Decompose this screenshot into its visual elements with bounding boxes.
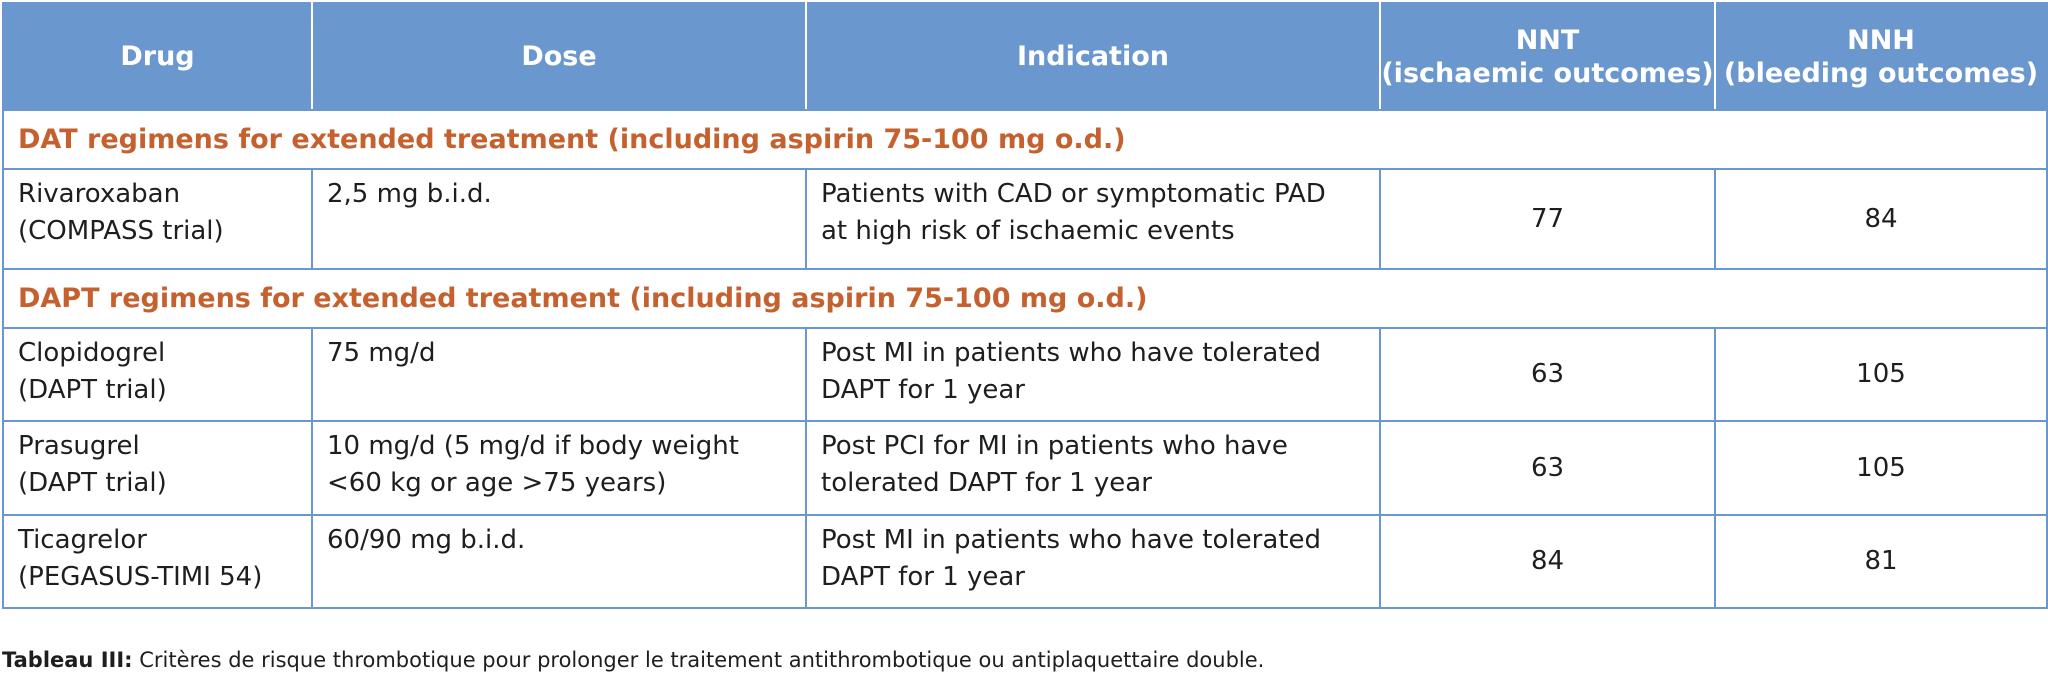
section-title-dapt: DAPT regimens for extended treatment (including aspirin 75-100 mg o.d.) (3, 269, 2047, 328)
section-row-dat (3, 110, 2047, 169)
dose-line: 2,5 mg b.i.d. (327, 179, 492, 210)
indication-line: DAPT for 1 year (821, 375, 1026, 406)
header-nnt-title: NNT (1515, 24, 1580, 56)
table-row (3, 328, 2047, 421)
drug-trial: (DAPT trial) (18, 468, 167, 499)
header-nnh-title: NNH (1847, 24, 1915, 56)
indication-line: tolerated DAPT for 1 year (821, 468, 1152, 499)
nnt-cell: 63 (1380, 421, 1715, 514)
drug-name: Prasugrel (18, 431, 140, 462)
nnh-cell: 105 (1715, 328, 2047, 421)
dose-line: 60/90 mg b.i.d. (327, 524, 526, 555)
header-dose: Dose (312, 3, 806, 110)
indication-line: at high risk of ischaemic events (821, 216, 1235, 247)
indication-cell (806, 328, 1380, 421)
drug-trial: (PEGASUS-TIMI 54) (18, 561, 263, 592)
indication-line: Patients with CAD or symptomatic PAD (821, 179, 1326, 210)
drug-cell (3, 169, 312, 269)
table-caption (2, 648, 1264, 672)
header-nnt (1380, 3, 1715, 110)
indication-cell (806, 515, 1380, 608)
indication-line: Post PCI for MI in patients who have (821, 431, 1288, 462)
table-header-row (3, 3, 2047, 110)
dose-cell (312, 328, 806, 421)
table-row (3, 421, 2047, 514)
indication-cell (806, 169, 1380, 269)
nnh-cell: 81 (1715, 515, 2047, 608)
nnh-cell: 84 (1715, 169, 2047, 269)
nnt-cell: 63 (1380, 328, 1715, 421)
drug-cell (3, 328, 312, 421)
table-row (3, 515, 2047, 608)
header-nnh-subtitle: (bleeding outcomes) (1723, 57, 2039, 89)
drug-trial: (DAPT trial) (18, 375, 167, 406)
header-nnh (1715, 3, 2047, 110)
drug-name: Ticagrelor (18, 524, 147, 555)
drug-cell (3, 421, 312, 514)
header-drug: Drug (3, 3, 312, 110)
dose-line: 10 mg/d (5 mg/d if body weight (327, 431, 739, 462)
drug-name: Clopidogrel (18, 338, 166, 369)
drug-trial: (COMPASS trial) (18, 216, 224, 247)
nnh-cell: 105 (1715, 421, 2047, 514)
nnt-cell: 84 (1380, 515, 1715, 608)
section-row-dapt (3, 269, 2047, 328)
dose-cell (312, 515, 806, 608)
header-indication: Indication (806, 3, 1380, 110)
caption-text: Critères de risque thrombotique pour prolonger le traitement antithrombotique ou antiplaquettaire double. (132, 648, 1265, 672)
drug-cell (3, 515, 312, 608)
table-row (3, 169, 2047, 269)
drug-regimens-table (2, 2, 2048, 609)
header-nnt-subtitle: (ischaemic outcomes) (1381, 57, 1714, 89)
drug-name: Rivaroxaban (18, 179, 181, 210)
indication-line: Post MI in patients who have tolerated (821, 338, 1321, 369)
dose-cell (312, 169, 806, 269)
dose-cell (312, 421, 806, 514)
section-title-dat: DAT regimens for extended treatment (including aspirin 75-100 mg o.d.) (3, 110, 2047, 169)
nnt-cell: 77 (1380, 169, 1715, 269)
dose-line: <60 kg or age >75 years) (327, 468, 667, 499)
indication-line: DAPT for 1 year (821, 561, 1026, 592)
caption-label: Tableau III: (2, 648, 133, 672)
dose-line: 75 mg/d (327, 338, 436, 369)
indication-cell (806, 421, 1380, 514)
indication-line: Post MI in patients who have tolerated (821, 524, 1321, 555)
